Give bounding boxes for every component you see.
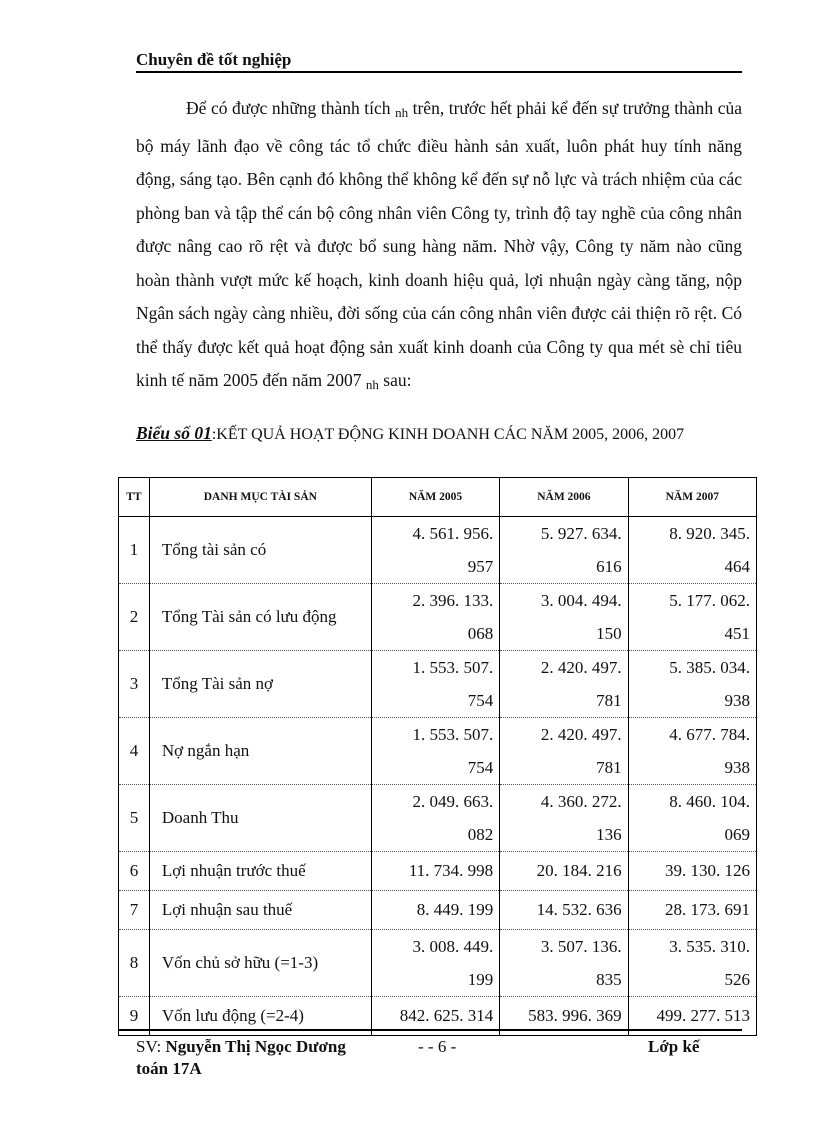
results-table <box>118 477 757 1036</box>
row-2007: 5. 177. 062. 451 <box>628 584 756 651</box>
page-number: - - 6 - <box>418 1037 457 1056</box>
paragraph-fragment: nh <box>395 105 409 120</box>
row-2007: 3. 535. 310. 526 <box>628 930 756 997</box>
paragraph-text: Để có được những thành tích <box>186 98 396 118</box>
row-item: Tổng Tài sản nợ <box>149 651 371 718</box>
row-item: Nợ ngắn hạn <box>149 718 371 785</box>
footer-student <box>136 1036 346 1058</box>
row-item: Tổng Tài sản có lưu động <box>149 584 371 651</box>
header-2007: NĂM 2007 <box>628 478 756 517</box>
row-2007: 4. 677. 784. 938 <box>628 718 756 785</box>
header-2006: NĂM 2006 <box>500 478 628 517</box>
table-caption <box>136 418 742 450</box>
footer-rule <box>118 1029 742 1031</box>
row-2005: 2. 049. 663. 082 <box>371 785 499 852</box>
header-tt: TT <box>119 478 150 517</box>
paragraph-text: trên, trước hết phải kể đến sự trưởng thành của bộ máy lãnh đạo về công tác tổ chức điều hành sản xuất, luôn phát huy tính năng động, sáng tạo. Bên cạnh đó không thể không kể đến sự nỗ lực và trách nhiệm của các phòng ban và tập thể cán bộ công nhân viên Công ty, trình độ tay nghề của công nhân được nâng cao rõ rệt và được bổ sung hàng năm. Nhờ vậy, Công ty năm nào cũng hoàn thành vượt mức kế hoạch, kinh doanh hiệu quả, lợi nhuận ngày càng tăng, nộp Ngân sách ngày càng nhiều, đời sống của cán công nhân viên được cải thiện rõ rệt. Có thể thấy được kết quả hoạt động sản xuất kinh doanh của Công ty qua mét sè chỉ tiêu kinh tế năm 2005 đến năm 2007 <box>136 98 742 390</box>
row-tt: 2 <box>119 584 150 651</box>
table-row <box>119 891 757 930</box>
row-2005: 4. 561. 956. 957 <box>371 517 499 584</box>
table-header-row <box>119 478 757 517</box>
footer-class-continued: toán 17A <box>136 1059 202 1078</box>
row-tt: 7 <box>119 891 150 930</box>
row-2005: 842. 625. 314 <box>371 997 499 1036</box>
row-2006: 14. 532. 636 <box>500 891 628 930</box>
row-item: Lợi nhuận sau thuế <box>149 891 371 930</box>
row-2006: 20. 184. 216 <box>500 852 628 891</box>
row-2006: 583. 996. 369 <box>500 997 628 1036</box>
caption-text: :KẾT QUẢ HOẠT ĐỘNG KINH DOANH CÁC NĂM 2005, 2006, 2007 <box>211 426 685 443</box>
footer-sv-prefix: SV: <box>136 1037 166 1056</box>
table-row <box>119 517 757 584</box>
row-item: Lợi nhuận trước thuế <box>149 852 371 891</box>
row-tt: 3 <box>119 651 150 718</box>
row-2007: 8. 920. 345. 464 <box>628 517 756 584</box>
row-tt: 6 <box>119 852 150 891</box>
row-tt: 4 <box>119 718 150 785</box>
row-2006: 5. 927. 634. 616 <box>500 517 628 584</box>
row-2006: 3. 004. 494. 150 <box>500 584 628 651</box>
body-paragraph <box>136 92 742 402</box>
row-2007: 28. 173. 691 <box>628 891 756 930</box>
footer-class: Lớp kế <box>648 1037 700 1056</box>
row-tt: 1 <box>119 517 150 584</box>
footer-student-name: Nguyễn Thị Ngọc Dương <box>165 1037 346 1056</box>
header-title: Chuyên đề tốt nghiệp <box>136 50 292 69</box>
paragraph-text: sau: <box>378 370 412 390</box>
row-2006: 3. 507. 136. 835 <box>500 930 628 997</box>
row-2005: 1. 553. 507. 754 <box>371 718 499 785</box>
row-item: Tổng tài sản có <box>149 517 371 584</box>
table-row <box>119 930 757 997</box>
row-2007: 499. 277. 513 <box>628 997 756 1036</box>
header-2005: NĂM 2005 <box>371 478 499 517</box>
row-2006: 2. 420. 497. 781 <box>500 651 628 718</box>
row-2007: 39. 130. 126 <box>628 852 756 891</box>
table-row <box>119 718 757 785</box>
row-item: Vốn lưu động (=2-4) <box>149 997 371 1036</box>
row-item: Vốn chủ sở hữu (=1-3) <box>149 930 371 997</box>
row-2007: 8. 460. 104. 069 <box>628 785 756 852</box>
table-row <box>119 584 757 651</box>
row-tt: 8 <box>119 930 150 997</box>
row-item: Doanh Thu <box>149 785 371 852</box>
table-row <box>119 651 757 718</box>
header-rule <box>136 71 742 73</box>
caption-label: Biểu số 01 <box>136 423 212 443</box>
row-2005: 11. 734. 998 <box>371 852 499 891</box>
row-2005: 2. 396. 133. 068 <box>371 584 499 651</box>
row-2006: 2. 420. 497. 781 <box>500 718 628 785</box>
row-2005: 8. 449. 199 <box>371 891 499 930</box>
row-2005: 1. 553. 507. 754 <box>371 651 499 718</box>
row-tt: 9 <box>119 997 150 1036</box>
row-2006: 4. 360. 272. 136 <box>500 785 628 852</box>
table-row <box>119 852 757 891</box>
table-row <box>119 785 757 852</box>
row-2007: 5. 385. 034. 938 <box>628 651 756 718</box>
row-2005: 3. 008. 449. 199 <box>371 930 499 997</box>
row-tt: 5 <box>119 785 150 852</box>
header-item: DANH MỤC TÀI SẢN <box>149 478 371 517</box>
paragraph-fragment: nh <box>365 377 379 392</box>
